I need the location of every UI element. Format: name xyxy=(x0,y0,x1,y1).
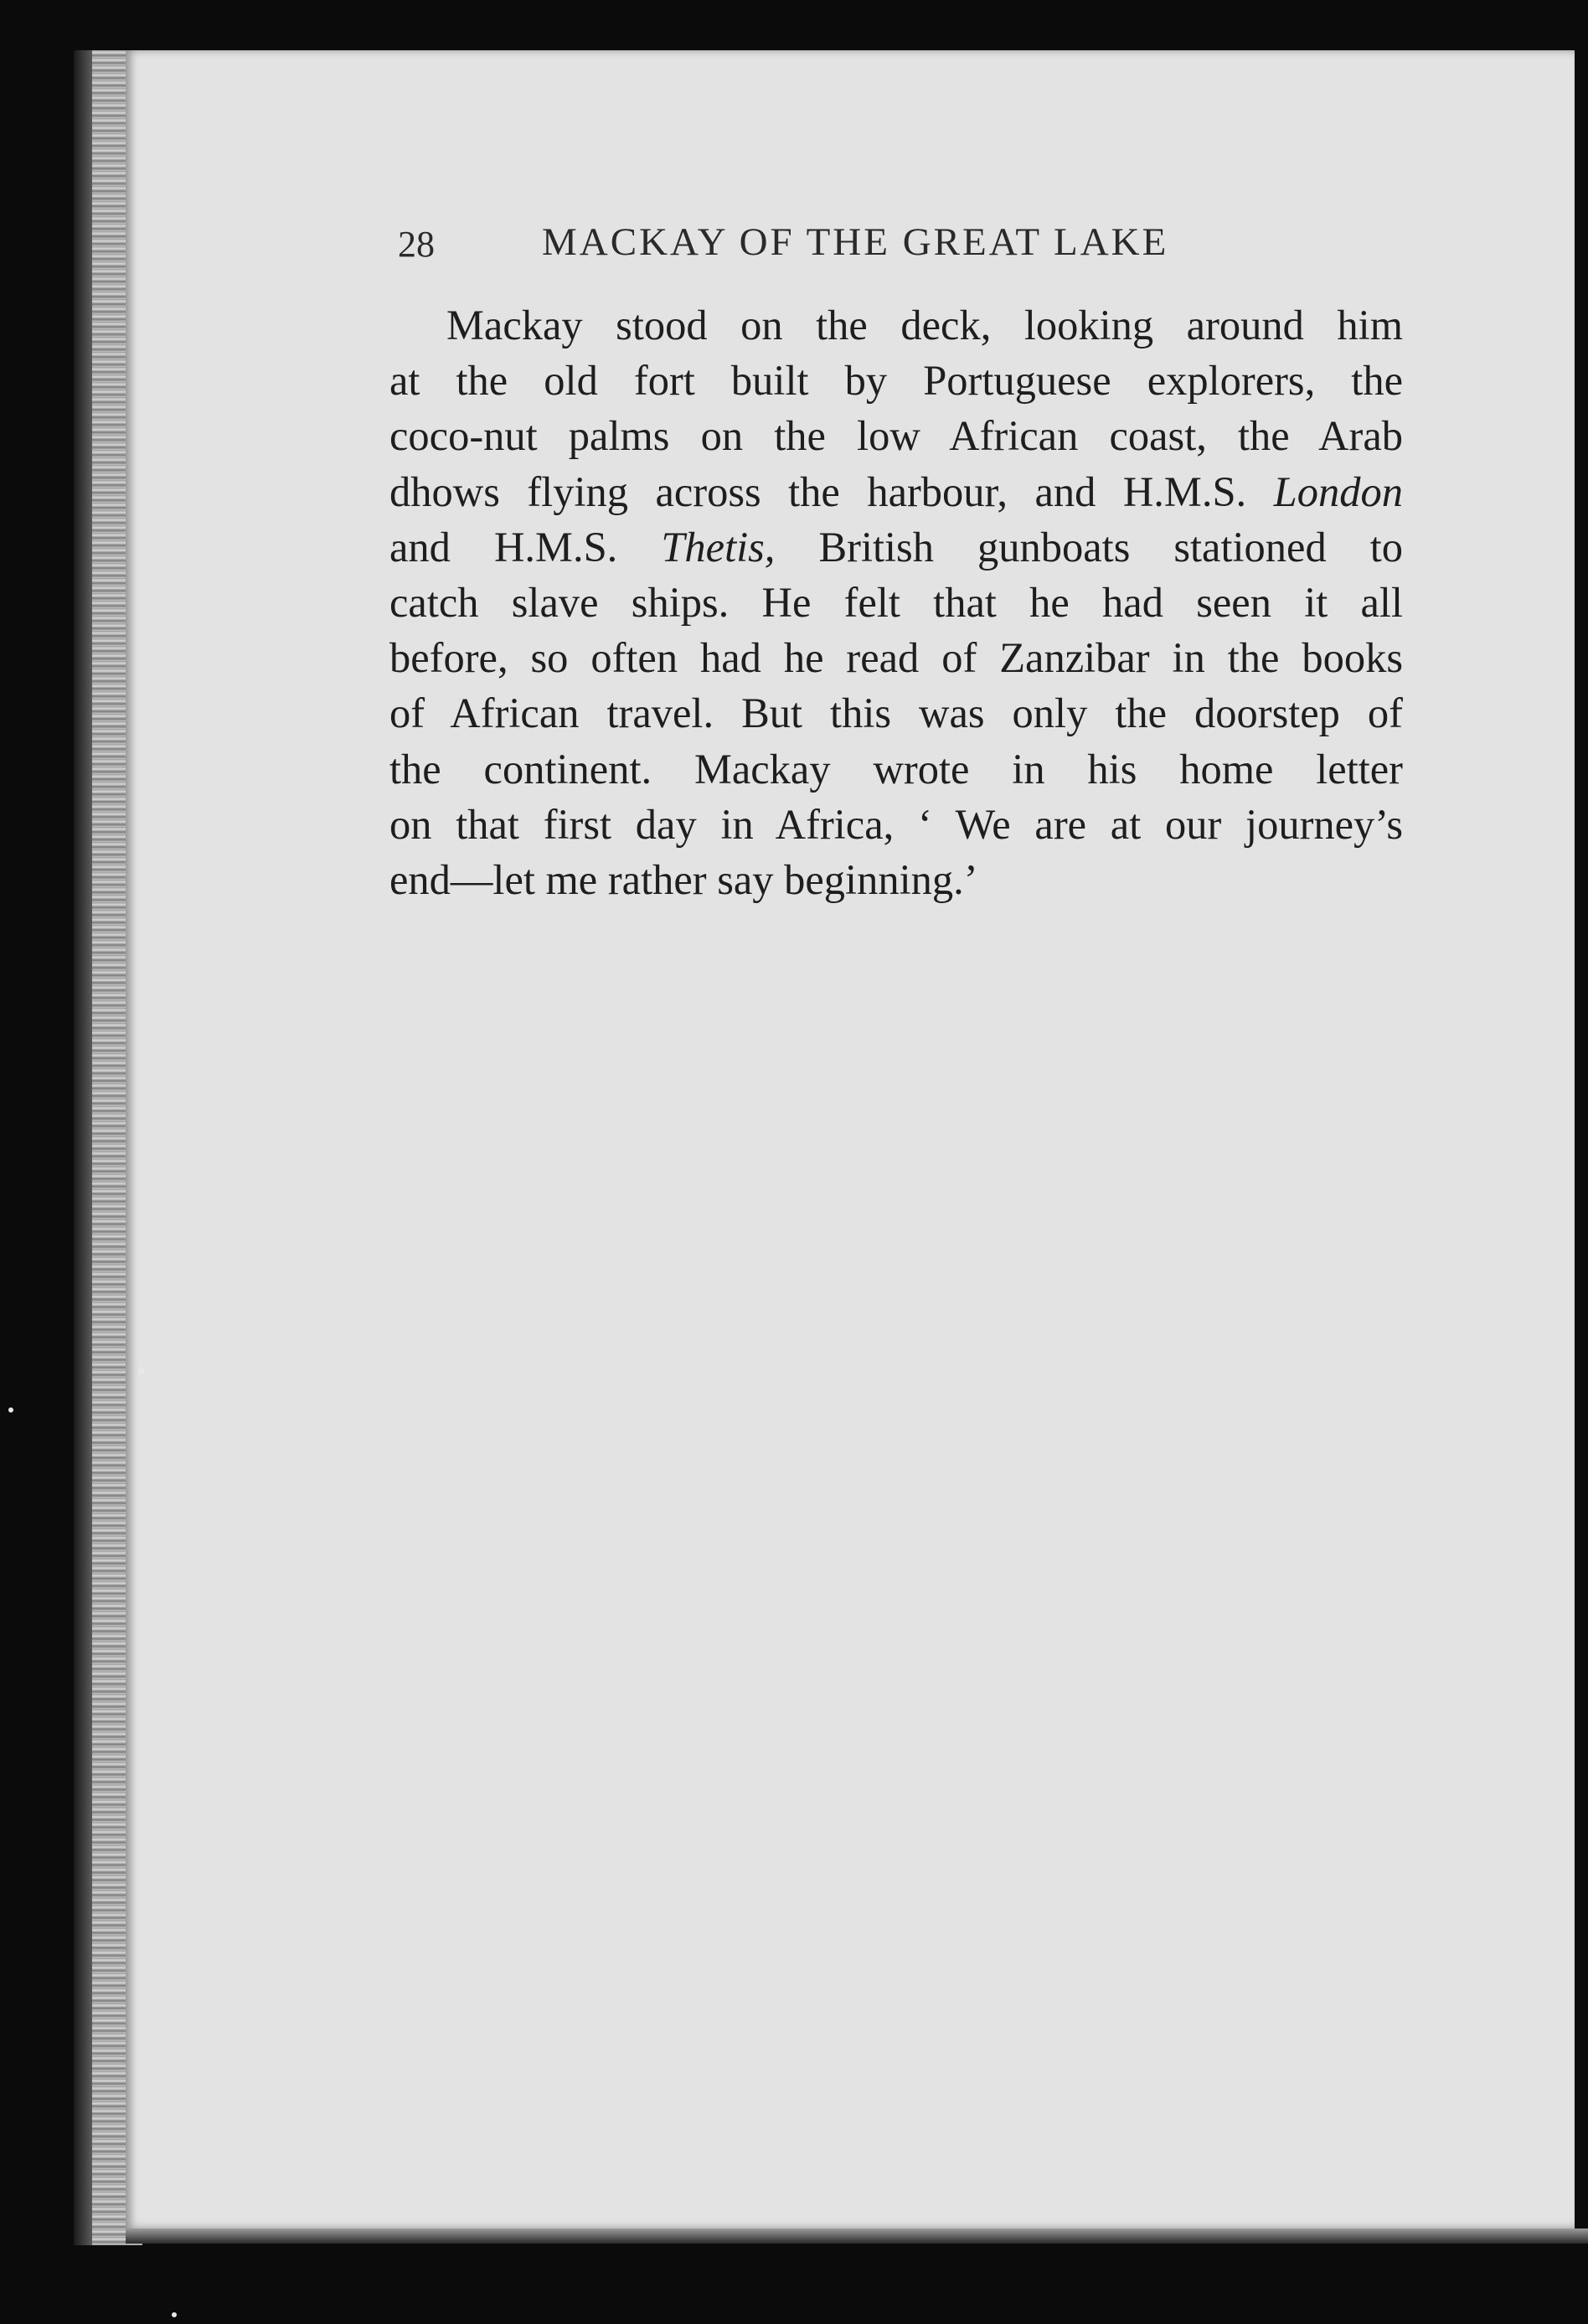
text-line: on that first day in Africa, ‘ We are at our journey’s xyxy=(389,800,1403,848)
text-line: the continent. Mackay wrote in his home letter xyxy=(389,745,1403,793)
running-title: MACKAY OF THE GREAT LAKE xyxy=(542,220,1169,264)
scan-speck xyxy=(138,1367,145,1374)
ship-name-italic: London xyxy=(1273,467,1404,515)
text-line: at the old fort built by Portuguese explorers, the xyxy=(389,357,1403,405)
text-fragment: and H.M.S. xyxy=(389,523,618,571)
page-header xyxy=(398,219,1277,278)
scan-speck xyxy=(172,2312,177,2317)
text-line xyxy=(389,464,1403,519)
text-line: Mackay stood on the deck, looking around him xyxy=(446,302,1403,349)
page-number: 28 xyxy=(398,224,435,265)
text-line xyxy=(389,519,1403,575)
ship-name-italic: Thetis, xyxy=(661,523,776,571)
text-line: end—let me rather say beginning.’ xyxy=(389,856,978,904)
text-line: coco-nut palms on the low African coast, the Arab xyxy=(389,412,1403,460)
text-line: before, so often had he read of Zanzibar in the books xyxy=(389,634,1403,682)
page-bottom-edge xyxy=(126,2228,1588,2244)
body-paragraph xyxy=(389,297,1403,907)
scan-speck xyxy=(8,1407,13,1412)
book-cover-edge xyxy=(74,50,92,2245)
text-line: of African travel. But this was only the doorstep of xyxy=(389,689,1403,737)
text-fragment: dhows flying across the harbour, and H.M.S. xyxy=(389,467,1247,515)
text-fragment: British gunboats stationed to xyxy=(818,523,1404,571)
text-line: catch slave ships. He felt that he had seen it all xyxy=(389,579,1403,627)
